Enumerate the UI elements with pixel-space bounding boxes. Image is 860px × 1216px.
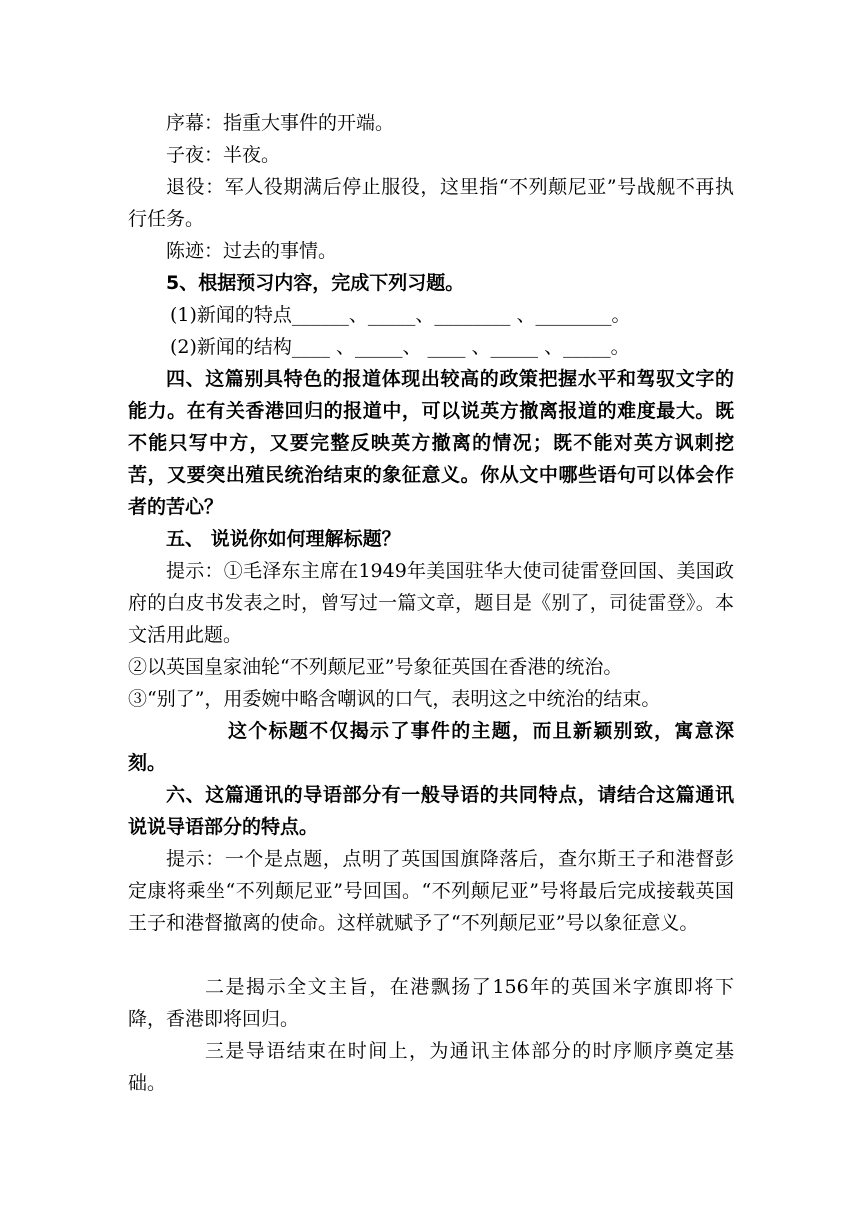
hint-5-item-2: ②以英国皇家油轮“不列颠尼亚”号象征英国在香港的统治。 <box>128 656 623 678</box>
question-6-heading: 六、这篇通讯的导语部分有一般导语的共同特点，请结合这篇通讯说说导语部分的特点。 <box>128 784 734 838</box>
definition-ziye: 子夜：半夜。 <box>166 144 281 166</box>
question-5-heading: 5、根据预习内容，完成下列习题。 <box>166 272 465 294</box>
hint-6-paragraph: 提示：一个是点题，点明了英国国旗降落后，查尔斯王子和港督彭定康将乘坐“不列颠尼亚”号回国。“不列颠尼亚”号将最后完成接载英国王子和港督撤离的使命。这样就赋予了“不列颠尼亚”号以象征意义。 <box>128 848 734 934</box>
hint-6-item-2: 二是揭示全文主旨，在港飘扬了156年的英国米字旗即将下降，香港即将回归。 <box>128 976 734 1030</box>
definition-chenji: 陈迹：过去的事情。 <box>166 240 338 262</box>
question-5-item-1: (1)新闻的特点______、_____、________ 、________。 <box>170 304 631 326</box>
hint-5-paragraph: 提示：①毛泽东主席在1949年美国驻华大使司徒雷登回国、美国政府的白皮书发表之时，曾写过一篇文章，题目是《别了，司徒雷登》。本文活用此题。 <box>128 560 734 646</box>
question-4-heading: 四、这篇别具特色的报道体现出较高的政策把握水平和驾驭文字的能力。在有关香港回归的报道中，可以说英方撤离报道的难度最大。既不能只写中方，又要完整反映英方撤离的情况；既不能对英方讽刺挖苦，又要突出殖民统治结束的象征意义。你从文中哪些语句可以体会作者的苦心？ <box>128 368 734 518</box>
hint-5-item-3: ③“别了”，用委婉中略含嘲讽的口气，表明这之中统治的结束。 <box>128 688 661 710</box>
question-5-item-2: (2)新闻的结构____ 、_____、 ____ 、_____ 、_____。 <box>170 336 630 358</box>
definition-tuiyi: 退役：军人役期满后停止服役，这里指“不列颠尼亚”号战舰不再执行任务。 <box>128 176 734 230</box>
question-five-heading: 五、 说说你如何理解标题？ <box>166 528 401 550</box>
hint-6-item-3: 三是导语结束在时间上，为通讯主体部分的时序顺序奠定基础。 <box>128 1040 734 1094</box>
hint-5-conclusion: 这个标题不仅揭示了事件的主题，而且新颖别致，寓意深刻。 <box>128 720 734 774</box>
definition-xumu: 序幕：指重大事件的开端。 <box>166 112 395 134</box>
